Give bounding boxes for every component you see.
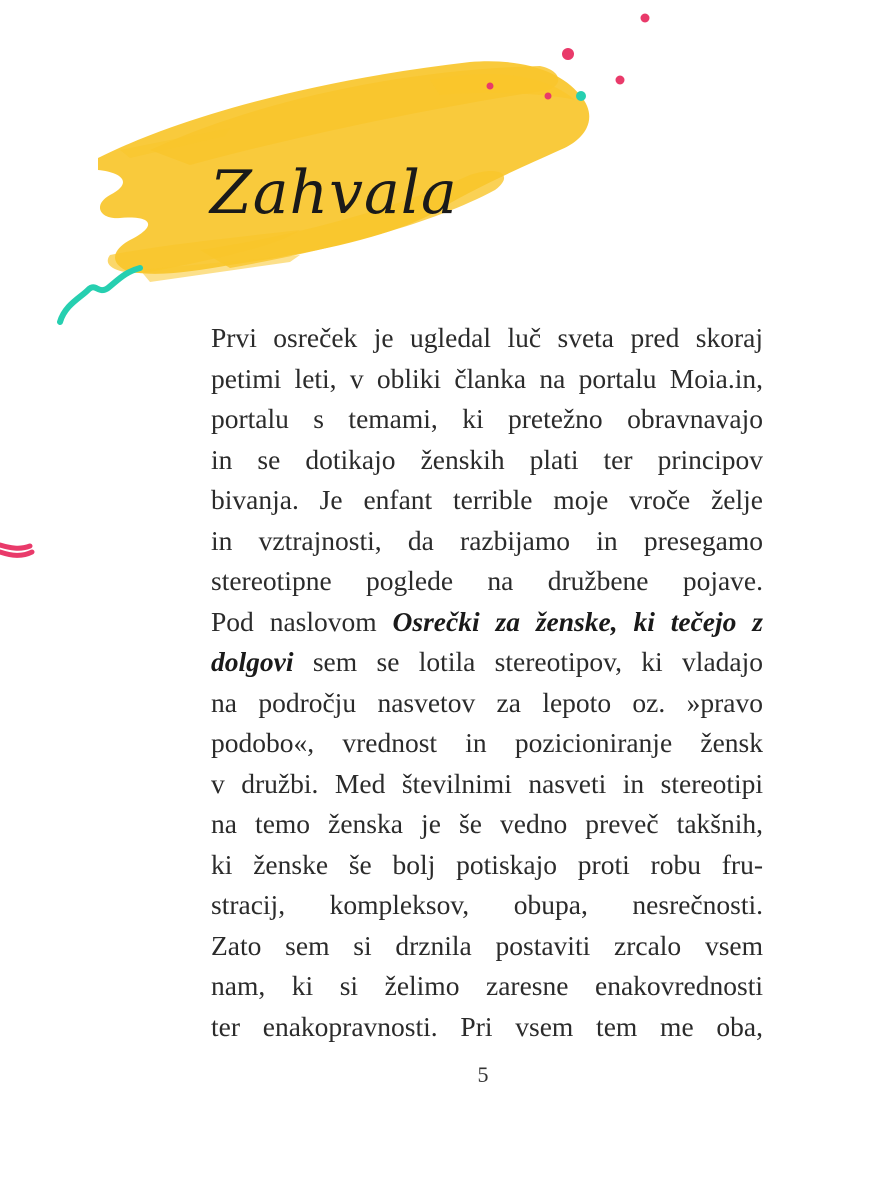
text-line [211, 602, 763, 643]
text-line: na področju nasvetov za lepoto oz. »pravo [211, 686, 763, 718]
text-line: ki ženske še bolj potiskajo proti robu fru- [211, 848, 763, 880]
text-line: Prvi osreček je ugledal luč sveta pred skoraj [211, 322, 763, 353]
text-line: podobo«, vrednost in pozicioniranje žensk [211, 727, 763, 758]
text-line: stracij, kompleksov, obupa, nesrečnosti. [211, 889, 763, 920]
text-line: stereotipne poglede na družbene pojave. [211, 565, 763, 596]
page-number: 5 [477, 1062, 489, 1087]
text-line: bivanja. Je enfant terrible moje vroče želje [211, 484, 763, 515]
chapter-title: Zahvala [210, 158, 458, 228]
text-line: Zato sem si drznila postaviti zrcalo vsem [211, 929, 763, 961]
text-line [211, 642, 763, 683]
text-line: in vztrajnosti, da razbijamo in presegamo [211, 524, 763, 556]
teal-squiggle [60, 268, 140, 322]
text-run: Pod naslovom [211, 605, 393, 637]
text-line: portalu s temami, ki pretežno obravnavajo [211, 403, 763, 434]
text-line: nam, ki si želimo zaresne enakovrednosti [211, 970, 763, 1001]
text-run: sem se lotila stereotipov, ki vladajo [293, 646, 763, 677]
article-title-emphasis: Osrečki za ženske, ki tečejo z [392, 605, 763, 637]
article-title-emphasis: dolgovi [211, 646, 294, 677]
text-line: petimi leti, v obliki članka na portalu Moia.in, [211, 362, 763, 394]
text-line: na temo ženska je še vedno preveč takšnih, [211, 808, 763, 839]
text-line: in se dotikajo ženskih plati ter principov [211, 443, 763, 475]
text-line: v družbi. Med številnimi nasveti in stereotipi [211, 767, 763, 799]
pink-brush-mark [0, 545, 32, 555]
text-line: ter enakopravnosti. Pri vsem tem me oba, [211, 1010, 763, 1042]
body-paragraph [211, 318, 763, 1047]
